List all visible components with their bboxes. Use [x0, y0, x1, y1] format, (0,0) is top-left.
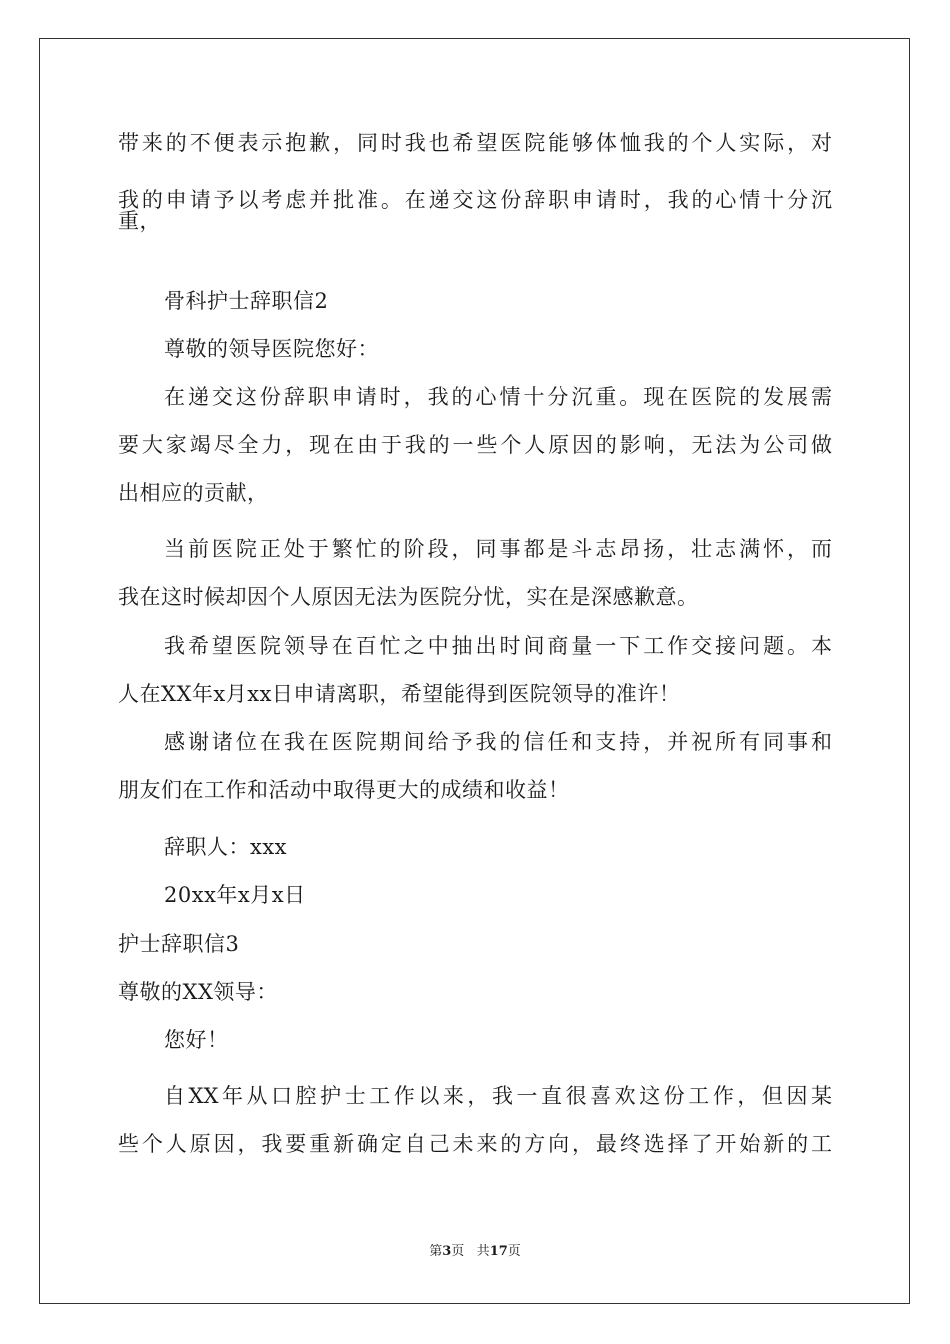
- salutation: 尊敬的XX领导：: [118, 980, 278, 1004]
- section-heading: 骨科护士辞职信2: [164, 289, 329, 313]
- total-prefix: 共: [476, 1244, 490, 1259]
- paragraph-line: 人在XX年x月xx日申请离职，希望能得到医院领导的准许！: [118, 682, 681, 706]
- paragraph-line: 要大家竭尽全力，现在由于我的一些个人原因的影响，无法为公司做: [118, 433, 832, 457]
- paragraph-line: 重，: [118, 209, 161, 233]
- signature-line: 辞职人：xxx: [164, 835, 288, 859]
- date-line: 20xx年x月x日: [164, 883, 306, 907]
- salutation: 尊敬的领导医院您好：: [164, 337, 379, 361]
- page-total: 17: [489, 1244, 508, 1259]
- paragraph-line: 出相应的贡献，: [118, 481, 269, 505]
- section-heading: 护士辞职信3: [118, 932, 240, 956]
- page-footer: [0, 1244, 950, 1260]
- page-suffix: 页: [451, 1244, 465, 1259]
- paragraph-line: 我的申请予以考虑并批准。在递交这份辞职申请时，我的心情十分沉: [118, 188, 832, 212]
- greeting: 您好！: [164, 1028, 229, 1052]
- paragraph-line: 些个人原因，我要重新确定自己未来的方向，最终选择了开始新的工: [118, 1132, 832, 1156]
- paragraph-line: 在递交这份辞职申请时，我的心情十分沉重。现在医院的发展需: [164, 385, 832, 409]
- paragraph-line: 我希望医院领导在百忙之中抽出时间商量一下工作交接问题。本: [164, 634, 832, 658]
- total-suffix: 页: [507, 1244, 521, 1259]
- paragraph-line: 朋友们在工作和活动中取得更大的成绩和收益！: [118, 778, 570, 802]
- page-prefix: 第: [429, 1244, 443, 1259]
- paragraph-line: 带来的不便表示抱歉，同时我也希望医院能够体恤我的个人实际，对: [118, 131, 832, 155]
- paragraph-line: 感谢诸位在我在医院期间给予我的信任和支持，并祝所有同事和: [164, 730, 832, 754]
- page-border: [39, 38, 910, 1304]
- page-current: 3: [442, 1244, 452, 1259]
- paragraph-line: 自XX年从口腔护士工作以来，我一直很喜欢这份工作，但因某: [164, 1084, 832, 1108]
- paragraph-line: 当前医院正处于繁忙的阶段，同事都是斗志昂扬，壮志满怀，而: [164, 537, 832, 561]
- paragraph-line: 我在这时候却因个人原因无法为医院分忧，实在是深感歉意。: [118, 585, 699, 609]
